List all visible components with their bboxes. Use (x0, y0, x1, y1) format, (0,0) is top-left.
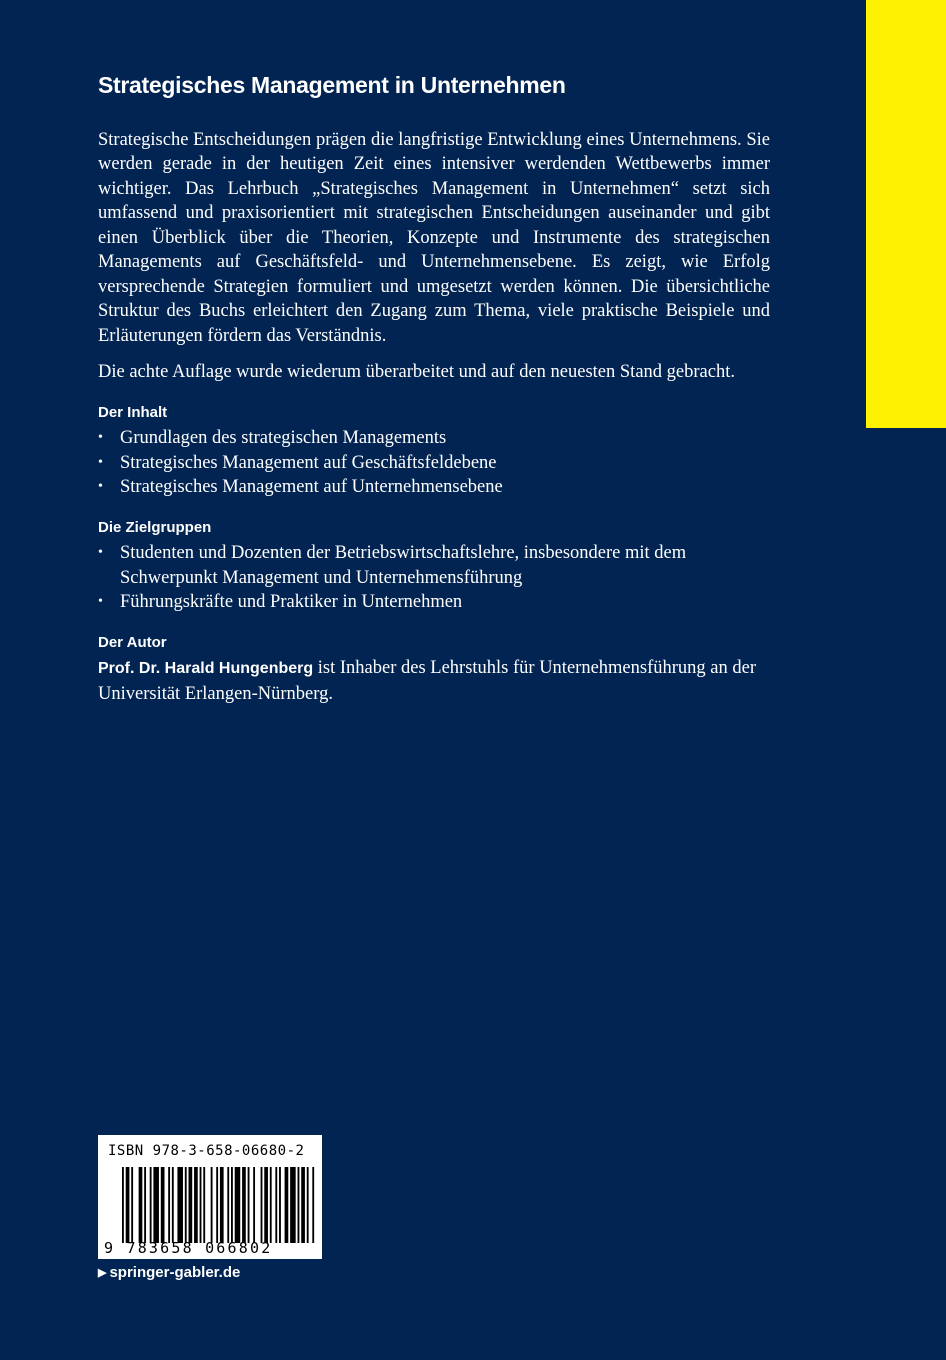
edition-note: Die achte Auflage wurde wiederum überarbeitet und auf den neuesten Stand gebracht. (98, 362, 735, 383)
barcode-bar (126, 1167, 130, 1243)
isbn-label: ISBN 978-3-658-06680-2 (108, 1143, 305, 1159)
barcode-bar (275, 1167, 277, 1243)
barcode-bar (194, 1167, 198, 1243)
author-bio-paragraph (98, 656, 770, 706)
barcode-bar (279, 1167, 281, 1243)
barcode-bar (312, 1167, 314, 1243)
website-link[interactable]: springer-gabler.de (109, 1264, 241, 1281)
intro-paragraph: Strategische Entscheidungen prägen die langfristige Entwicklung eines Unternehmens. Sie werden gerade in der heutigen Zeit eines intensiver werdenden Wettbewerbs immer wichtiger. Das Lehrbuch „Strategisches Management in Unternehmen“ setzt sich umfassend und praxisorientiert mit strategischen Entscheidungen auseinander und gibt einen Überblick über die Theorien, Konzepte und Instrumente des strategischen Managements auf Geschäftsfeld- und Unternehmensebene. Es zeigt, wie Erfolg versprechende Strategien formuliert und umgesetzt werden können. Die übersichtliche Struktur des Buchs erleichtert den Zugang zum Thema, viele praktische Beispiele und Erläuterungen fördern das Verständnis. (98, 129, 770, 346)
list-item: • Führungskräfte und Praktiker in Unternehmen (98, 590, 770, 615)
back-cover-text (98, 72, 770, 706)
barcode-bar (290, 1167, 296, 1243)
list-item: • Studenten und Dozenten der Betriebswirtschaftslehre, insbesondere mit dem Schwerpunkt Management und Unternehmensführung (98, 541, 770, 590)
barcode-bar (216, 1167, 218, 1243)
barcode-bar (235, 1167, 241, 1243)
barcode-bar (200, 1167, 202, 1243)
author-bio: ist Inhaber des Lehrstuhls für Unternehmensführung an der Universität Erlangen-Nürnberg. (98, 658, 756, 704)
isbn-barcode (98, 1135, 322, 1259)
barcode-bar (270, 1167, 272, 1243)
publisher-website[interactable] (98, 1264, 240, 1281)
list-item: • Strategisches Management auf Geschäftsfeldebene (98, 451, 770, 476)
list-item: • Strategisches Management auf Unternehmensebene (98, 475, 770, 500)
yellow-accent-band (866, 0, 946, 428)
contents-heading: Der Inhalt (98, 403, 168, 421)
barcode-bar (185, 1167, 187, 1243)
audience-heading: Die Zielgruppen (98, 518, 212, 536)
barcode-bar (298, 1167, 300, 1243)
barcode-bar (261, 1167, 263, 1243)
barcode-bar (177, 1167, 183, 1243)
book-title: Strategisches Management in Unternehmen (98, 72, 566, 98)
barcode-bar (153, 1167, 159, 1243)
barcode-bar (150, 1167, 152, 1243)
barcode-bar (144, 1167, 146, 1243)
barcode-bar (131, 1167, 133, 1243)
barcode-bars (122, 1167, 316, 1243)
barcode-bar (139, 1167, 143, 1243)
barcode-bar (248, 1167, 250, 1243)
barcode-bar (161, 1167, 165, 1243)
barcode-bar (122, 1167, 124, 1243)
audience-list (98, 541, 770, 615)
author-heading: Der Autor (98, 633, 167, 651)
barcode-bar (307, 1167, 309, 1243)
barcode-bar (220, 1167, 224, 1243)
contents-list (98, 426, 770, 500)
barcode-digits: 9 783658 066802 (104, 1239, 273, 1257)
barcode-bar (253, 1167, 255, 1243)
barcode-bar (203, 1167, 205, 1243)
list-item: • Grundlagen des strategischen Managements (98, 426, 770, 451)
author-name: Prof. Dr. Harald Hungenberg (98, 660, 314, 678)
barcode-bar (285, 1167, 289, 1243)
barcode-bar (168, 1167, 170, 1243)
barcode-bar (189, 1167, 193, 1243)
barcode-bar (211, 1167, 213, 1243)
barcode-bar (227, 1167, 229, 1243)
barcode-bar (301, 1167, 305, 1243)
barcode-bar (172, 1167, 174, 1243)
barcode-bar (231, 1167, 233, 1243)
arrow-right-icon: ▶ (98, 1267, 107, 1279)
barcode-bar (264, 1167, 268, 1243)
barcode-bar (242, 1167, 246, 1243)
